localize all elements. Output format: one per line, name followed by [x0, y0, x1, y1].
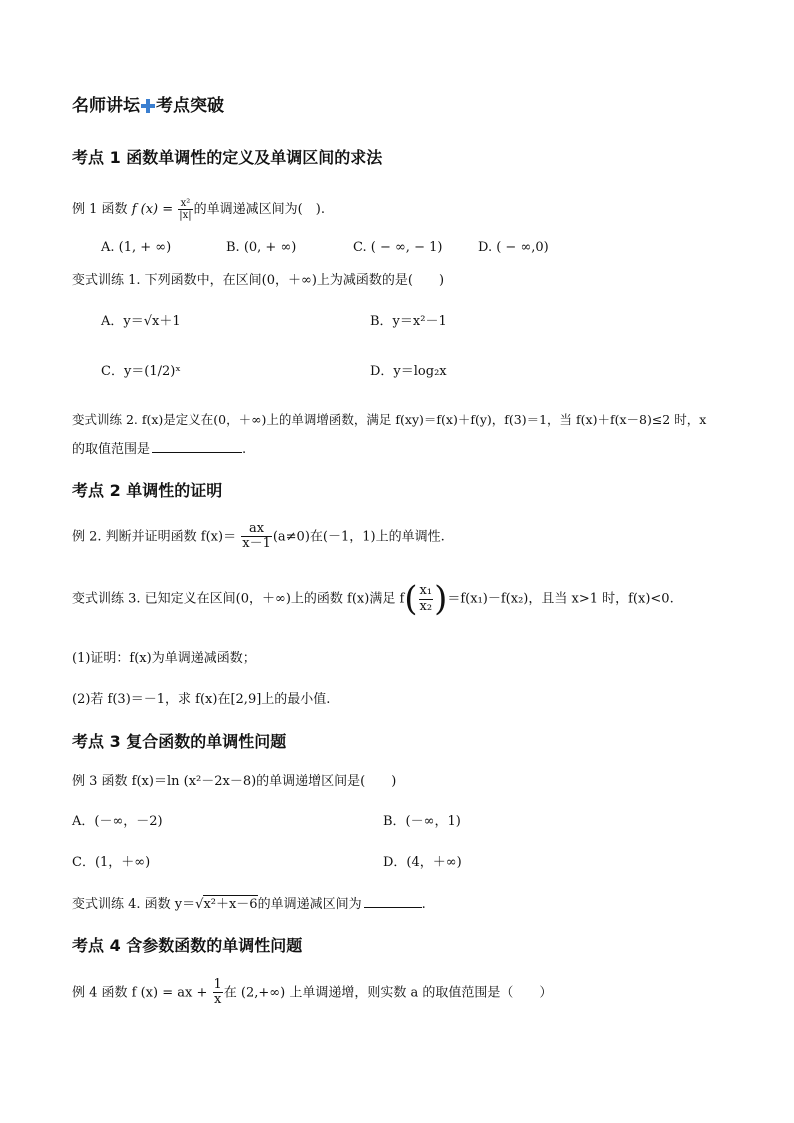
example-4 — [72, 978, 552, 1008]
ex1-option-a: A. (1, + ∞) — [101, 240, 172, 255]
ex4-suffix: 在 (2,+∞) 上单调递增，则实数 a 的取值范围是（ ） — [223, 985, 553, 1001]
k1-heading: 考点 1 函数单调性的定义及单调区间的求法 — [72, 148, 383, 167]
v4-suffix: 的单调递减区间为 — [257, 897, 362, 912]
v2-answer-blank[interactable] — [152, 440, 242, 453]
v2-period: . — [242, 442, 247, 457]
variant-2-line1: 变式训练 2. f(x)是定义在(0，＋∞)上的单调增函数，满足 f(xy)＝f(x)＋f(y)，f(3)＝1，当 f(x)＋f(x－8)≤2 时，x — [72, 412, 707, 427]
v1-option-b: B．y＝x²－1 — [370, 314, 447, 329]
k2-heading: 考点 2 单调性的证明 — [72, 481, 223, 500]
ex1-option-d: D. ( − ∞,0) — [478, 240, 549, 255]
ex1-denominator: |x| — [179, 210, 192, 221]
v3-suffix: ＝f(x₁)－f(x₂)，且当 x>1 时，f(x)<0. — [447, 591, 674, 607]
section-title-right: 考点突破 — [156, 96, 224, 116]
v3-question-2: (2)若 f(3)＝－1，求 f(x)在[2,9]上的最小值. — [72, 692, 331, 707]
ex1-option-c: C. ( − ∞, − 1) — [353, 240, 443, 255]
v3-left-paren: ( — [404, 579, 418, 619]
ex2-numerator: ax — [241, 522, 272, 537]
ex1-fraction — [178, 198, 192, 221]
k3-heading: 考点 3 复合函数的单调性问题 — [72, 732, 287, 751]
ex3-option-a: A．(－∞，－2) — [72, 814, 163, 829]
cross-mark-icon — [141, 99, 155, 113]
v1-option-c: C．y＝(1/2)ˣ — [101, 364, 181, 379]
ex4-numerator: 1 — [213, 977, 222, 992]
ex1-suffix: 的单调递减区间为( ). — [193, 202, 325, 217]
v3-question-1: (1)证明：f(x)为单调递减函数； — [72, 651, 256, 666]
ex2-suffix: (a≠0)在(－1，1)上的单调性. — [272, 529, 445, 545]
ex2-fraction — [241, 522, 272, 552]
v3-denominator: x₂ — [419, 598, 433, 614]
variant-3 — [72, 579, 674, 619]
section-title — [72, 96, 224, 116]
v3-numerator: x₁ — [419, 583, 433, 599]
ex2-prefix: 例 2. 判断并证明函数 f(x)＝ — [72, 529, 237, 545]
ex1-option-b: B. (0, + ∞) — [226, 240, 297, 255]
k4-heading: 考点 4 含参数函数的单调性问题 — [72, 936, 303, 955]
v1-option-a: A．y＝√x＋1 — [101, 314, 181, 329]
ex4-denominator: x — [213, 992, 222, 1008]
v2-text: 的取值范围是 — [72, 442, 151, 457]
v4-prefix: 变式训练 4. 函数 y＝√ — [72, 897, 204, 912]
ex1-function: f (x) = — [131, 202, 174, 217]
variant-1-stem: 变式训练 1. 下列函数中，在区间(0，＋∞)上为减函数的是( ) — [72, 273, 445, 288]
v4-answer-blank[interactable] — [364, 895, 422, 908]
section-title-left: 名师讲坛 — [72, 96, 140, 116]
example-1 — [72, 198, 325, 221]
ex3-option-d: D．(4，＋∞) — [383, 855, 462, 870]
v3-fraction — [419, 584, 434, 614]
variant-4 — [72, 895, 426, 913]
example-2 — [72, 522, 445, 552]
ex2-denominator: x－1 — [242, 536, 271, 552]
ex4-fraction — [213, 978, 223, 1008]
ex3-option-b: B．(－∞，1) — [383, 814, 461, 829]
ex4-prefix: 例 4 函数 f (x) = ax + — [72, 985, 208, 1001]
ex3-option-c: C．(1，＋∞) — [72, 855, 151, 870]
v1-option-d: D．y＝log₂x — [370, 364, 447, 379]
ex1-numerator: x² — [178, 198, 192, 210]
v4-period: . — [421, 897, 426, 912]
v4-radicand: x²＋x－6 — [203, 897, 258, 912]
example-3-stem: 例 3 函数 f(x)＝ln (x²－2x－8)的单调递增区间是( ) — [72, 774, 397, 789]
v3-right-paren: ) — [434, 579, 448, 619]
variant-2-line2 — [72, 440, 246, 458]
v3-prefix: 变式训练 3. 已知定义在区间(0，＋∞)上的函数 f(x)满足 f — [72, 591, 405, 607]
ex1-prefix: 例 1 函数 — [72, 202, 128, 217]
